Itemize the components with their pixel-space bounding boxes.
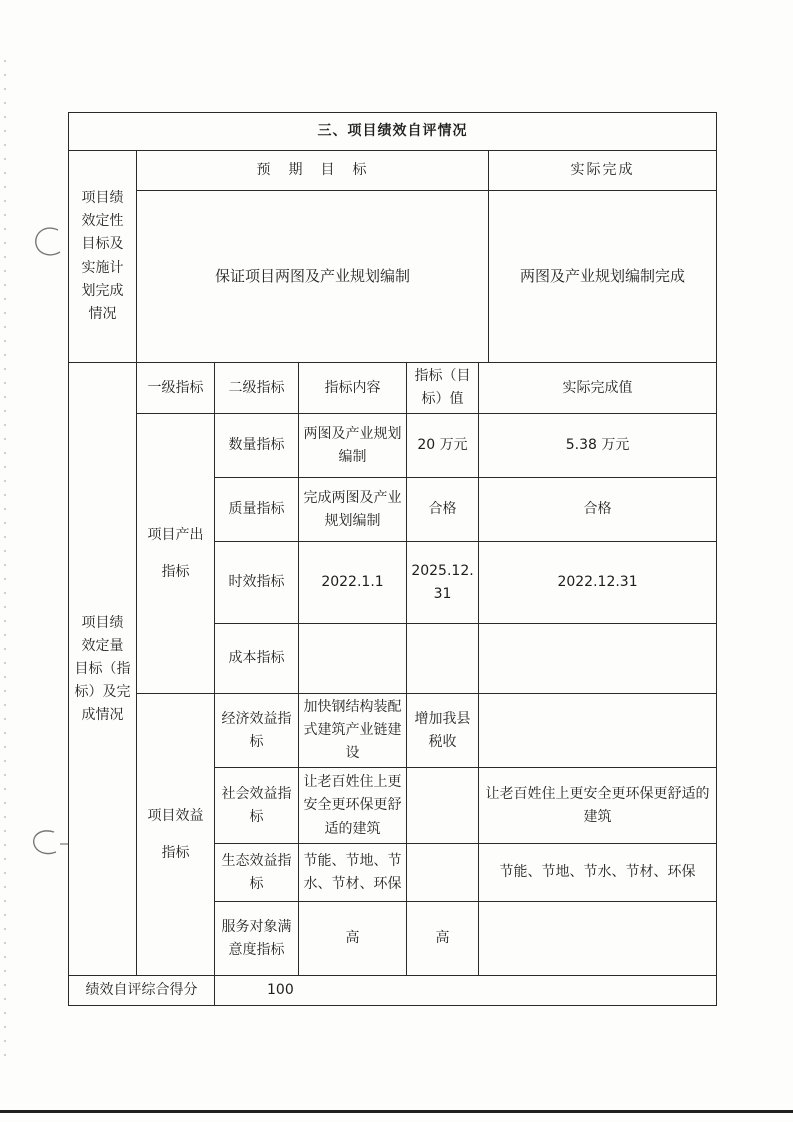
label-line: 效定性 <box>81 213 124 230</box>
content-cell: 节能、节地、节水、节材、环保 <box>299 844 407 902</box>
content-cell: 加快钢结构装配式建筑产业链建设 <box>299 694 407 768</box>
actual-done-header: 实际完成 <box>489 151 717 191</box>
actual-cell <box>479 624 717 694</box>
col-target: 指标（目标）值 <box>407 363 479 414</box>
label-line: 目标及 <box>81 236 124 253</box>
quantitative-header-row <box>69 363 717 414</box>
score-value: 100 <box>215 976 717 1006</box>
target-cell <box>407 844 479 902</box>
label-line: 成情况 <box>81 706 124 723</box>
table-title: 三、项目绩效自评情况 <box>69 113 717 151</box>
benefit-indicators-label <box>137 694 215 976</box>
content-cell: 让老百姓住上更安全更环保更舒适的建筑 <box>299 768 407 844</box>
content-cell: 两图及产业规划编制 <box>299 414 407 478</box>
col-level2: 二级指标 <box>215 363 299 414</box>
qualitative-content-row <box>69 191 717 363</box>
label-line: 项目效益 <box>147 808 204 825</box>
label-line: 项目绩 <box>81 614 124 631</box>
target-cell: 高 <box>407 902 479 976</box>
content-cell: 2022.1.1 <box>299 542 407 624</box>
table-row <box>69 414 717 478</box>
label-line: 指标 <box>161 844 190 861</box>
quantitative-section-label <box>69 363 137 976</box>
performance-evaluation-sheet <box>68 112 716 999</box>
target-cell: 增加我县税收 <box>407 694 479 768</box>
actual-cell <box>479 902 717 976</box>
label-line: 标）及完 <box>74 683 131 700</box>
expected-goal-header: 预 期 目 标 <box>137 151 489 191</box>
actual-cell: 合格 <box>479 478 717 542</box>
qualitative-section-label <box>69 151 137 363</box>
label-line: 项目绩 <box>81 190 124 207</box>
label-line: 指标 <box>161 563 190 580</box>
scan-bottom-edge <box>0 1110 793 1113</box>
level2-cell: 质量指标 <box>215 478 299 542</box>
qualitative-goal: 保证项目两图及产业规划编制 <box>137 191 489 363</box>
level2-cell: 生态效益指标 <box>215 844 299 902</box>
col-actual: 实际完成值 <box>479 363 717 414</box>
label-line: 目标（指 <box>74 660 131 677</box>
score-label: 绩效自评综合得分 <box>69 976 215 1006</box>
label-line: 项目产出 <box>147 527 204 544</box>
col-content: 指标内容 <box>299 363 407 414</box>
actual-cell: 节能、节地、节水、节材、环保 <box>479 844 717 902</box>
performance-table <box>68 112 717 1006</box>
title-row <box>69 113 717 151</box>
level2-cell: 服务对象满意度指标 <box>215 902 299 976</box>
scan-edge-marks <box>4 60 6 1060</box>
actual-cell: 2022.12.31 <box>479 542 717 624</box>
target-cell: 合格 <box>407 478 479 542</box>
level2-cell: 数量指标 <box>215 414 299 478</box>
actual-cell: 5.38 万元 <box>479 414 717 478</box>
label-line: 情况 <box>88 305 117 322</box>
label-line: 实施计 <box>81 259 124 276</box>
level2-cell: 时效指标 <box>215 542 299 624</box>
level2-cell: 经济效益指标 <box>215 694 299 768</box>
qualitative-actual: 两图及产业规划编制完成 <box>489 191 717 363</box>
level2-cell: 成本指标 <box>215 624 299 694</box>
content-cell: 完成两图及产业规划编制 <box>299 478 407 542</box>
table-row <box>69 694 717 768</box>
target-cell: 20 万元 <box>407 414 479 478</box>
actual-cell <box>479 694 717 768</box>
punch-hole-top <box>30 222 66 262</box>
content-cell: 高 <box>299 902 407 976</box>
label-line: 效定量 <box>81 637 124 654</box>
target-cell <box>407 768 479 844</box>
target-cell <box>407 624 479 694</box>
target-cell: 2025.12.31 <box>407 542 479 624</box>
label-line: 划完成 <box>81 282 124 299</box>
content-cell <box>299 624 407 694</box>
output-indicators-label <box>137 414 215 694</box>
col-level1: 一级指标 <box>137 363 215 414</box>
actual-cell: 让老百姓住上更安全更环保更舒适的建筑 <box>479 768 717 844</box>
qualitative-header-row <box>69 151 717 191</box>
level2-cell: 社会效益指标 <box>215 768 299 844</box>
score-row <box>69 976 717 1006</box>
